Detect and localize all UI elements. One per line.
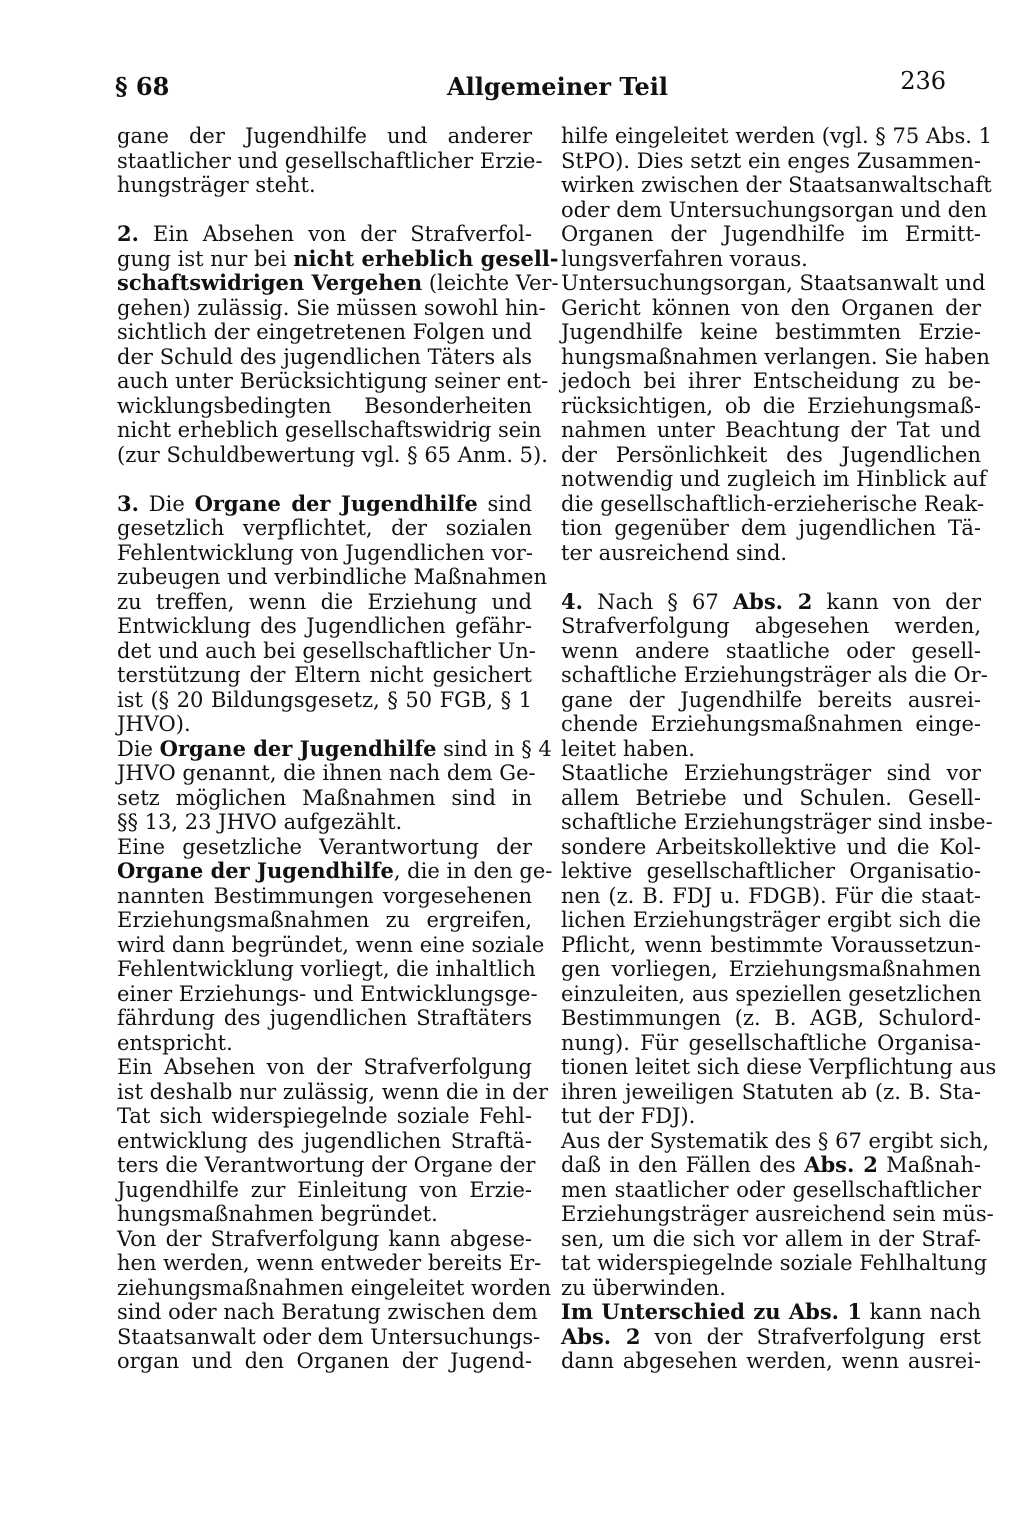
left-column-line: gehen) zulässig. Sie müssen sowohl hin-: [117, 295, 546, 320]
left-column-line: auch unter Berücksichtigung seiner ent-: [117, 369, 549, 393]
right-column-line: sondere Arbeitskollektive und die Kol-: [561, 834, 981, 859]
left-column-line: JHVO genannt, die ihnen nach dem Ge-: [117, 761, 536, 785]
right-column-line: leitet haben.: [561, 736, 695, 761]
left-column-line: organ und den Organen der Jugend-: [117, 1349, 532, 1373]
left-column-line: hen werden, wenn entweder bereits Er-: [117, 1251, 542, 1275]
left-column-line: ist (§ 20 Bildungsgesetz, § 50 FGB, § 1: [117, 687, 532, 712]
left-column-line: schaftswidrigen Vergehen (leichte Ver-: [117, 270, 559, 295]
right-column-line: hilfe eingeleitet werden (vgl. § 75 Abs. 1: [561, 124, 992, 148]
left-column-line: sichtlich der eingetretenen Folgen und: [117, 320, 533, 344]
right-column-line: tionen leitet sich diese Verpflichtung aus: [561, 1055, 997, 1079]
left-column-line: ziehungsmaßnahmen eingeleitet worden: [117, 1275, 552, 1300]
running-title: Allgemeiner Teil: [447, 72, 669, 101]
right-column-line: Erziehungsträger ausreichend sein müs-: [561, 1202, 994, 1226]
right-column-line: wenn andere staatliche oder gesell-: [561, 638, 981, 663]
right-column-line: daß in den Fällen des Abs. 2 Maßnah-: [561, 1152, 982, 1177]
right-column-line: Organen der Jugendhilfe im Ermitt-: [561, 222, 981, 246]
left-column-line: hungsträger steht.: [117, 173, 316, 197]
left-column-line: gung ist nur bei nicht erheblich gesell-: [117, 245, 559, 271]
left-column-line: det und auch bei gesellschaftlicher Un-: [117, 638, 536, 663]
right-column-line: jedoch bei ihrer Entscheidung zu be-: [561, 369, 981, 393]
right-column-line: schaftliche Erziehungsträger als die Or-: [561, 663, 988, 687]
left-column-line: wird dann begründet, wenn eine soziale: [117, 932, 545, 957]
left-column-line: einer Erziehungs- und Entwicklungsge-: [117, 981, 538, 1006]
right-column-line: gane der Jugendhilfe bereits ausrei-: [561, 687, 981, 712]
left-column-line: gesetzlich verpflichtet, der sozialen: [117, 516, 532, 540]
left-column-line: gane der Jugendhilfe und anderer: [117, 124, 532, 148]
section-number: § 68: [115, 72, 170, 101]
right-column-line: Strafverfolgung abgesehen werden,: [561, 614, 981, 638]
right-column-line: hungsmaßnahmen verlangen. Sie haben: [561, 344, 990, 369]
page-number: 236: [900, 67, 946, 95]
paragraph-gap: [561, 565, 981, 590]
right-column-line: StPO). Dies setzt ein enges Zusammen-: [561, 148, 981, 173]
left-text-column: [117, 124, 559, 1374]
left-column-line: Staatsanwalt oder dem Untersuchungs-: [117, 1324, 541, 1349]
left-column-line: Entwicklung des Jugendlichen gefähr-: [117, 614, 532, 638]
right-column-line: dann abgesehen werden, wenn ausrei-: [561, 1349, 981, 1373]
left-column-line: zubeugen und verbindliche Maßnahmen: [117, 565, 547, 589]
left-column-line: Erziehungsmaßnahmen zu ergreifen,: [117, 908, 532, 932]
right-column-line: Pflicht, wenn bestimmte Voraussetzun-: [561, 932, 981, 957]
left-column-line: nannten Bestimmungen vorgesehenen: [117, 883, 532, 908]
right-column-line: Abs. 2 von der Strafverfolgung erst: [561, 1323, 981, 1349]
right-column-line: oder dem Untersuchungsorgan und den: [561, 197, 988, 222]
left-column-line: zu treffen, wenn die Erziehung und: [117, 589, 532, 614]
right-column-line: tut der FDJ).: [561, 1104, 696, 1128]
right-column-line: tat widerspiegelnde soziale Fehlhaltung: [561, 1251, 988, 1275]
right-column-line: Gericht können von den Organen der: [561, 295, 981, 320]
left-column-line: ist deshalb nur zulässig, wenn die in der: [117, 1079, 549, 1104]
left-column-line: Tat sich widerspiegelnde soziale Fehl-: [117, 1104, 532, 1128]
left-column-line: Organe der Jugendhilfe, die in den ge-: [117, 858, 553, 883]
right-column-line: die gesellschaftlich-erzieherische Reak-: [561, 491, 985, 516]
left-column-line: sind oder nach Beratung zwischen dem: [117, 1300, 538, 1324]
right-column-line: tion gegenüber dem jugendlichen Tä-: [561, 516, 981, 540]
left-column-line: fährdung des jugendlichen Straftäters: [117, 1006, 532, 1030]
left-column-line: Von der Strafverfolgung kann abgese-: [117, 1226, 532, 1251]
right-column-line: Jugendhilfe keine bestimmten Erzie-: [561, 320, 981, 344]
left-column-line: terstützung der Eltern nicht gesichert: [117, 663, 532, 687]
left-column-line: 3. Die Organe der Jugendhilfe sind: [117, 490, 532, 516]
right-column-line: nen (z. B. FDJ u. FDGB). Für die staat-: [561, 883, 981, 908]
right-column-line: Aus der Systematik des § 67 ergibt sich,: [561, 1128, 990, 1153]
left-column-line: Fehlentwicklung vorliegt, die inhaltlich: [117, 957, 536, 981]
left-column-line: setz möglichen Maßnahmen sind in: [117, 785, 532, 810]
left-column-line: §§ 13, 23 JHVO aufgezählt.: [117, 810, 403, 834]
left-column-line: hungsmaßnahmen begründet.: [117, 1202, 438, 1226]
right-column-line: der Persönlichkeit des Jugendlichen: [561, 442, 981, 467]
right-column-line: ter ausreichend sind.: [561, 540, 788, 565]
left-column-line: Ein Absehen von der Strafverfolgung: [117, 1055, 532, 1079]
left-column-line: der Schuld des jugendlichen Täters als: [117, 344, 532, 369]
right-column-line: lichen Erziehungsträger ergibt sich die: [561, 908, 981, 932]
right-column-line: rücksichtigen, ob die Erziehungsmaß-: [561, 393, 981, 418]
right-text-column: [561, 124, 997, 1374]
left-column-line: 2. Ein Absehen von der Strafverfol-: [117, 221, 532, 246]
paragraph-gap: [117, 198, 532, 223]
right-column-line: chende Erziehungsmaßnahmen einge-: [561, 712, 981, 736]
right-column-line: notwendig und zugleich im Hinblick auf: [561, 467, 987, 491]
left-column-line: Jugendhilfe zur Einleitung von Erzie-: [117, 1177, 532, 1202]
right-column-line: wirken zwischen der Staatsanwaltschaft: [561, 173, 992, 197]
right-column-line: schaftliche Erziehungsträger sind insbe-: [561, 810, 993, 834]
left-column-line: ters die Verantwortung der Organe der: [117, 1153, 536, 1177]
right-column-line: nung). Für gesellschaftliche Organisa-: [561, 1030, 981, 1055]
right-column-line: gen vorliegen, Erziehungsmaßnahmen: [561, 957, 981, 981]
right-column-line: nahmen unter Beachtung der Tat und: [561, 418, 981, 442]
right-column-line: Staatliche Erziehungsträger sind vor: [561, 761, 981, 785]
left-column-line: staatlicher und gesellschaftlicher Erzie-: [117, 148, 543, 173]
left-column-line: nicht erheblich gesellschaftswidrig sein: [117, 418, 542, 442]
left-column-line: wicklungsbedingten Besonderheiten: [117, 393, 532, 418]
paragraph-gap: [117, 467, 532, 492]
right-column-line: lektive gesellschaftlicher Organisatio-: [561, 859, 981, 883]
right-column-line: allem Betriebe und Schulen. Gesell-: [561, 785, 981, 810]
left-column-line: JHVO).: [117, 712, 191, 736]
right-column-line: zu überwinden.: [561, 1275, 726, 1300]
left-column-line: entwicklung des jugendlichen Straftä-: [117, 1128, 532, 1153]
right-column-line: sen, um die sich vor allem in der Straf-: [561, 1226, 981, 1251]
right-column-line: lungsverfahren voraus.: [561, 246, 808, 271]
left-column-line: Die Organe der Jugendhilfe sind in § 4: [117, 735, 552, 761]
right-column-line: 4. Nach § 67 Abs. 2 kann von der: [561, 588, 982, 614]
right-column-line: ihren jeweiligen Statuten ab (z. B. Sta-: [561, 1079, 981, 1104]
right-column-line: Untersuchungsorgan, Staatsanwalt und: [561, 271, 986, 295]
left-column-line: (zur Schuldbewertung vgl. § 65 Anm. 5).: [117, 442, 548, 467]
left-column-line: entspricht.: [117, 1030, 233, 1055]
right-column-line: Im Unterschied zu Abs. 1 kann nach: [561, 1299, 981, 1324]
right-column-line: einzuleiten, aus speziellen gesetzlichen: [561, 981, 982, 1006]
right-column-line: Bestimmungen (z. B. AGB, Schulord-: [561, 1006, 981, 1030]
left-column-line: Eine gesetzliche Verantwortung der: [117, 834, 532, 859]
right-column-line: men staatlicher oder gesellschaftlicher: [561, 1177, 981, 1202]
left-column-line: Fehlentwicklung von Jugendlichen vor-: [117, 540, 534, 565]
